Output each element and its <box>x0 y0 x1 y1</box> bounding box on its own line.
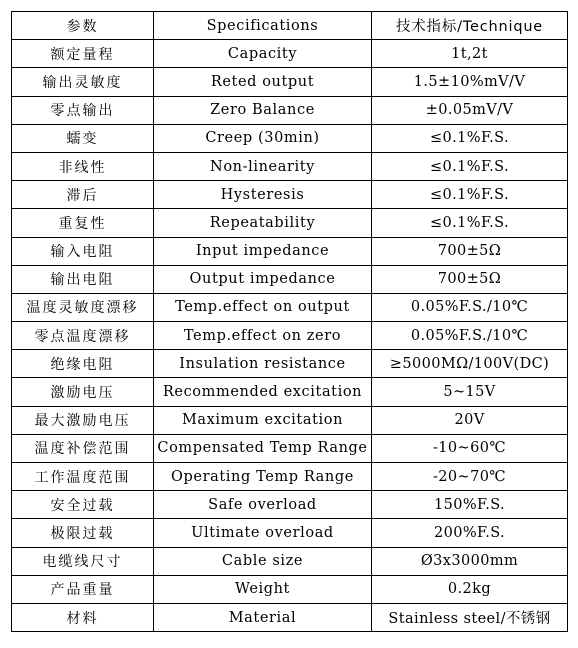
parameter-cn-cell: 滞后 <box>12 181 154 209</box>
table-header-row <box>12 12 568 40</box>
parameter-cn-cell: 零点温度漂移 <box>12 322 154 350</box>
specification-en-cell: Insulation resistance <box>154 350 372 378</box>
table-row <box>12 547 568 575</box>
technique-value-cell: 0.05%F.S./10℃ <box>372 293 568 321</box>
parameter-cn-cell: 电缆线尺寸 <box>12 547 154 575</box>
specification-en-cell: Repeatability <box>154 209 372 237</box>
parameter-cn-cell: 极限过载 <box>12 519 154 547</box>
technique-value-cell: 20V <box>372 406 568 434</box>
specification-en-cell: Maximum excitation <box>154 406 372 434</box>
specification-en-cell: Capacity <box>154 40 372 68</box>
table-row <box>12 40 568 68</box>
specification-en-cell: Non-linearity <box>154 152 372 180</box>
technique-value-cell: 0.05%F.S./10℃ <box>372 322 568 350</box>
technique-value-cell: ≤0.1%F.S. <box>372 152 568 180</box>
table-row <box>12 293 568 321</box>
table-row <box>12 152 568 180</box>
specification-en-cell: Hysteresis <box>154 181 372 209</box>
technique-value-cell: ≤0.1%F.S. <box>372 181 568 209</box>
specification-en-cell: Cable size <box>154 547 372 575</box>
parameter-cn-cell: 蠕变 <box>12 124 154 152</box>
specification-en-cell: Operating Temp Range <box>154 463 372 491</box>
specification-en-cell: Ultimate overload <box>154 519 372 547</box>
parameter-cn-cell: 重复性 <box>12 209 154 237</box>
parameter-cn-cell: 零点输出 <box>12 96 154 124</box>
technique-value-cell: ≤0.1%F.S. <box>372 124 568 152</box>
specification-en-cell: Weight <box>154 575 372 603</box>
technique-value-cell: ±0.05mV/V <box>372 96 568 124</box>
technique-value-cell: Ø3x3000mm <box>372 547 568 575</box>
specification-en-cell: Temp.effect on output <box>154 293 372 321</box>
table-row <box>12 237 568 265</box>
parameter-cn-cell: 输出灵敏度 <box>12 68 154 96</box>
specification-en-cell: Input impedance <box>154 237 372 265</box>
table-row <box>12 463 568 491</box>
specification-en-cell: Compensated Temp Range <box>154 434 372 462</box>
technique-value-cell: 150%F.S. <box>372 491 568 519</box>
table-row <box>12 265 568 293</box>
parameter-cn-cell: 工作温度范围 <box>12 463 154 491</box>
table-row <box>12 68 568 96</box>
parameter-cn-cell: 输出电阻 <box>12 265 154 293</box>
specification-en-cell: Zero Balance <box>154 96 372 124</box>
parameter-cn-cell: 材料 <box>12 603 154 631</box>
table-row <box>12 209 568 237</box>
specification-en-cell: Safe overload <box>154 491 372 519</box>
specification-table <box>11 11 568 632</box>
parameter-cn-cell: 绝缘电阻 <box>12 350 154 378</box>
parameter-cn-cell: 产品重量 <box>12 575 154 603</box>
technique-value-cell: ≥5000MΩ/100V(DC) <box>372 350 568 378</box>
table-row <box>12 575 568 603</box>
parameter-cn-cell: 非线性 <box>12 152 154 180</box>
parameter-cn-cell: 温度灵敏度漂移 <box>12 293 154 321</box>
technique-value-cell: 200%F.S. <box>372 519 568 547</box>
parameter-cn-cell: 激励电压 <box>12 378 154 406</box>
technique-value-cell: -10~60℃ <box>372 434 568 462</box>
table-row <box>12 350 568 378</box>
table-row <box>12 181 568 209</box>
table-row <box>12 124 568 152</box>
table-row <box>12 603 568 631</box>
table-row <box>12 406 568 434</box>
table-row <box>12 322 568 350</box>
technique-value-cell: Stainless steel/不锈钢 <box>372 603 568 631</box>
specification-en-cell: Material <box>154 603 372 631</box>
specification-en-cell: Creep (30min) <box>154 124 372 152</box>
technique-value-cell: 1t,2t <box>372 40 568 68</box>
table-row <box>12 378 568 406</box>
header-technique: 技术指标/Technique <box>372 12 568 40</box>
specification-en-cell: Output impedance <box>154 265 372 293</box>
parameter-cn-cell: 额定量程 <box>12 40 154 68</box>
technique-value-cell: 700±5Ω <box>372 265 568 293</box>
header-specifications: Specifications <box>154 12 372 40</box>
table-row <box>12 96 568 124</box>
technique-value-cell: 1.5±10%mV/V <box>372 68 568 96</box>
table-row <box>12 434 568 462</box>
technique-value-cell: ≤0.1%F.S. <box>372 209 568 237</box>
specification-en-cell: Temp.effect on zero <box>154 322 372 350</box>
specification-en-cell: Reted output <box>154 68 372 96</box>
technique-value-cell: 0.2kg <box>372 575 568 603</box>
parameter-cn-cell: 最大激励电压 <box>12 406 154 434</box>
technique-value-cell: -20~70℃ <box>372 463 568 491</box>
header-parameter-cn: 参数 <box>12 12 154 40</box>
specification-en-cell: Recommended excitation <box>154 378 372 406</box>
table-row <box>12 491 568 519</box>
specification-table-body <box>12 12 568 632</box>
parameter-cn-cell: 安全过载 <box>12 491 154 519</box>
table-row <box>12 519 568 547</box>
technique-value-cell: 5~15V <box>372 378 568 406</box>
parameter-cn-cell: 输入电阻 <box>12 237 154 265</box>
technique-value-cell: 700±5Ω <box>372 237 568 265</box>
parameter-cn-cell: 温度补偿范围 <box>12 434 154 462</box>
